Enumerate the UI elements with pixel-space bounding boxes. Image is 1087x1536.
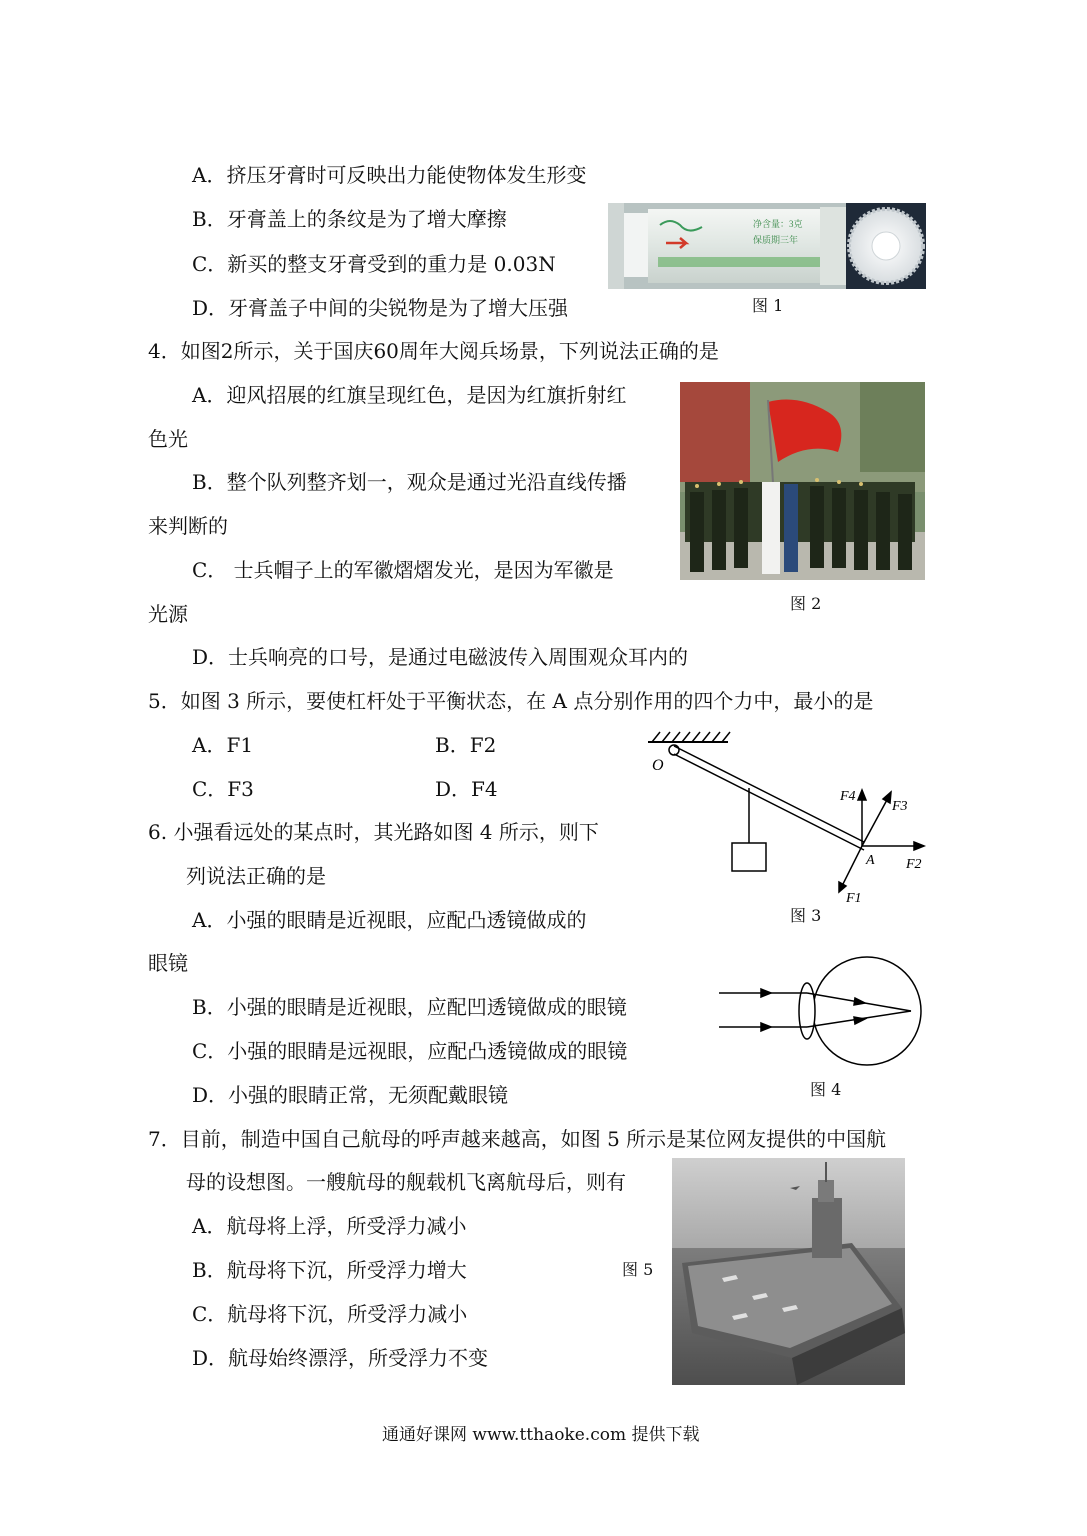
q5-option-b: B．F2 — [435, 733, 497, 757]
q6-option-a-line2: 眼镜 — [148, 951, 188, 975]
q7-option-d: D．航母始终漂浮，所受浮力不变 — [192, 1346, 489, 1370]
q5-option-c: C．F3 — [192, 777, 254, 801]
q6-stem-line1: 6. 小强看远处的某点时，其光路如图 4 所示，则下 — [148, 820, 599, 844]
figure-4-caption: 图 4 — [810, 1080, 842, 1099]
q3-option-b: B．牙膏盖上的条纹是为了增大摩擦 — [192, 207, 507, 231]
q4-option-a-line1: A．迎风招展的红旗呈现红色，是因为红旗折射红 — [192, 383, 627, 407]
q6-option-a-line1: A．小强的眼睛是近视眼，应配凸透镜做成的 — [192, 908, 587, 932]
q6-option-b: B．小强的眼睛是近视眼，应配凹透镜做成的眼镜 — [192, 995, 627, 1019]
tube-net-weight-text: 净含量：3克 — [753, 219, 803, 229]
q5-option-a: A．F1 — [192, 733, 254, 757]
q4-option-c-line2: 光源 — [148, 602, 188, 626]
q7-stem-line2: 母的设想图。一艘航母的舰载机飞离航母后，则有 — [186, 1170, 626, 1194]
figure-2-caption: 图 2 — [790, 594, 822, 613]
q4-stem: 4．如图2所示，关于国庆60周年大阅兵场景，下列说法正确的是 — [148, 339, 719, 363]
q5-option-d: D．F4 — [435, 777, 498, 801]
figure-3-caption: 图 3 — [790, 906, 822, 925]
figure-5-caption: 图 5 — [622, 1260, 654, 1279]
q7-stem-line1: 7．目前，制造中国自己航母的呼声越来越高，如图 5 所示是某位网友提供的中国航 — [148, 1127, 887, 1151]
q4-option-b-line2: 来判断的 — [148, 514, 228, 538]
figure-2-parade-photo — [680, 382, 925, 580]
label-a: A — [866, 853, 875, 868]
q6-option-d: D．小强的眼睛正常，无须配戴眼镜 — [192, 1083, 509, 1107]
figure-5-carrier-photo — [672, 1158, 905, 1385]
q7-option-c: C．航母将下沉，所受浮力减小 — [192, 1302, 468, 1326]
q4-option-c-line1: C． 士兵帽子上的军徽熠熠发光，是因为军徽是 — [192, 558, 614, 582]
label-f4: F4 — [840, 789, 856, 804]
q3-option-c: C．新买的整支牙膏受到的重力是 0.03N — [192, 252, 556, 276]
page-footer: 通通好课网 www.tthaoke.com 提供下载 — [382, 1425, 700, 1445]
label-f3: F3 — [892, 799, 908, 814]
q7-option-b: B．航母将下沉，所受浮力增大 — [192, 1258, 467, 1282]
label-o: O — [652, 757, 664, 774]
q6-stem-line2: 列说法正确的是 — [186, 864, 326, 888]
q7-option-a: A．航母将上浮，所受浮力减小 — [192, 1214, 467, 1238]
q4-option-a-line2: 色光 — [148, 427, 188, 451]
figure-1-toothpaste-photo — [608, 203, 926, 289]
label-f1: F1 — [846, 891, 862, 906]
label-f2: F2 — [906, 857, 922, 872]
figure-1-caption: 图 1 — [752, 296, 784, 315]
q3-option-a: A．挤压牙膏时可反映出力能使物体发生形变 — [192, 163, 587, 187]
q6-option-c: C．小强的眼睛是远视眼，应配凸透镜做成的眼镜 — [192, 1039, 628, 1063]
q4-option-b-line1: B．整个队列整齐划一，观众是通过光沿直线传播 — [192, 470, 627, 494]
q4-option-d: D．士兵响亮的口号，是通过电磁波传入周围观众耳内的 — [192, 645, 689, 669]
tube-shelf-life-text: 保质期三年 — [753, 235, 799, 245]
figure-3-lever-diagram — [640, 728, 940, 908]
q5-stem: 5．如图 3 所示，要使杠杆处于平衡状态，在 A 点分别作用的四个力中，最小的是 — [148, 689, 874, 713]
q3-option-d: D．牙膏盖子中间的尖锐物是为了增大压强 — [192, 296, 569, 320]
figure-4-eye-diagram — [715, 955, 935, 1070]
